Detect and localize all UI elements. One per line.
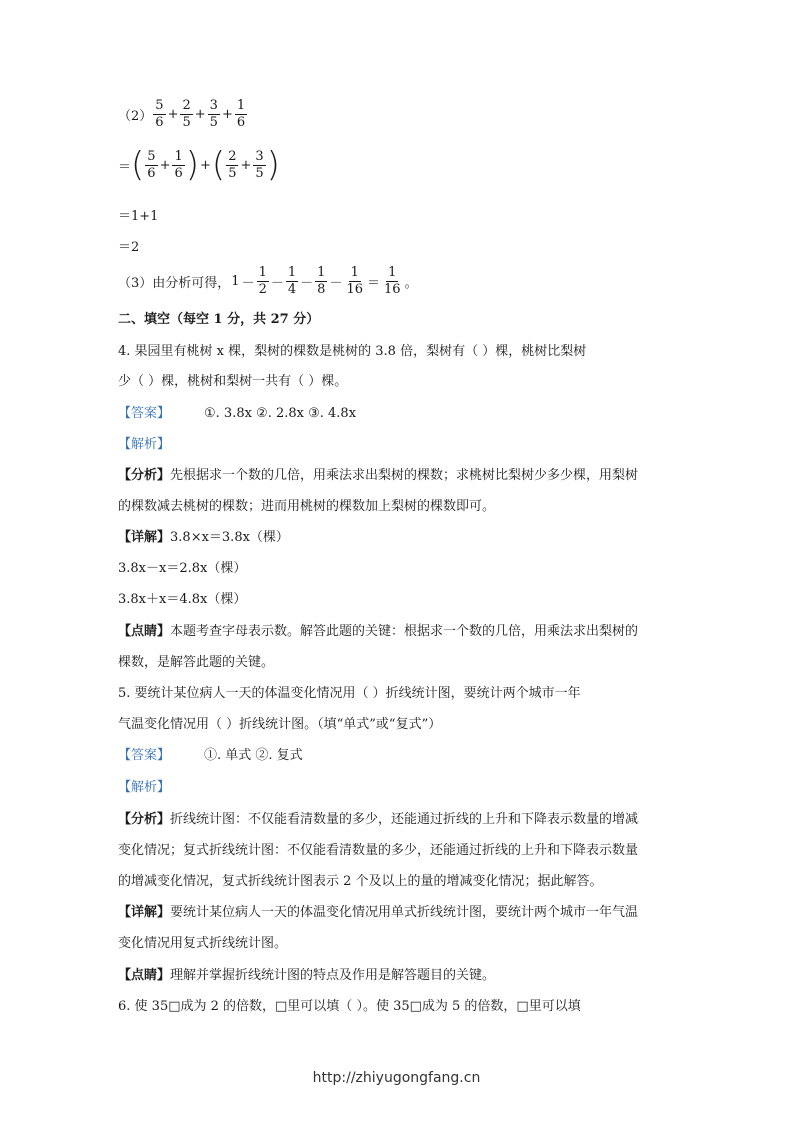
numerator: 2 xyxy=(228,148,237,164)
operator: － xyxy=(241,276,255,291)
numerator: 1 xyxy=(258,265,267,280)
q2-group1 xyxy=(144,149,185,182)
denominator: 6 xyxy=(155,115,164,130)
fenxi-label: 【分析】 xyxy=(118,468,171,483)
q4-line2: 少（ ）棵，桃树和梨树一共有（ ）棵。 xyxy=(118,374,348,389)
numerator: 1 xyxy=(236,98,246,113)
q3-fractions xyxy=(241,265,366,298)
denominator: 4 xyxy=(287,282,297,297)
q5-line1: 5. 要统计某位病人一天的体温变化情况用（ ）折线统计图，要统计两个城市一年 xyxy=(118,686,581,701)
q2-plus: + xyxy=(200,157,211,173)
fraction xyxy=(253,149,265,182)
q3-one: 1 xyxy=(231,274,240,289)
xiangjie-label: 【详解】 xyxy=(118,530,171,545)
left-paren: ( xyxy=(131,145,145,185)
right-paren: ) xyxy=(185,145,200,185)
answer-label: 【答案】 xyxy=(118,748,171,763)
dianjing-label: 【点睛】 xyxy=(118,624,171,639)
q3-label: （3）由分析可得， xyxy=(118,276,231,291)
denominator: 6 xyxy=(236,115,246,130)
q5-xiangjie1: 【详解】要统计某位病人一天的体温变化情况用单式折线统计图，要统计两个城市一年气温 xyxy=(118,905,639,920)
operator: － xyxy=(270,276,284,291)
q5-analysis-label: 【解析】 xyxy=(118,780,171,795)
denominator: 5 xyxy=(182,115,191,130)
operator: + xyxy=(159,157,171,173)
footer-url: http://zhiyugongfang.cn xyxy=(312,1070,481,1086)
fraction xyxy=(226,149,238,182)
q5-answer xyxy=(118,746,303,766)
fenxi-label: 【分析】 xyxy=(118,812,171,827)
q4-analysis-label: 【解析】 xyxy=(118,437,171,452)
operator: － xyxy=(300,276,314,291)
denominator: 5 xyxy=(209,115,218,130)
q5-fenxi3: 的增减变化情况，复式折线统计图表示 2 个及以上的量的增减变化情况；据此解答。 xyxy=(118,874,603,889)
operator: + xyxy=(221,107,233,122)
q4-answer-text: ①. 3.8x ②. 2.8x ③. 4.8x xyxy=(204,406,357,421)
fraction xyxy=(235,98,247,131)
numerator: 5 xyxy=(147,148,156,164)
q4-xiangjie1: 【详解】3.8×x＝3.8x（棵） xyxy=(118,530,289,545)
q3-expression xyxy=(118,265,419,298)
fraction xyxy=(315,265,327,298)
q6-line1: 6. 使 35□成为 2 的倍数，□里可以填（ ）。使 35□成为 5 的倍数，□里可以填 xyxy=(118,999,581,1014)
q2-step4: ＝2 xyxy=(118,240,140,255)
fraction xyxy=(208,98,220,131)
right-paren: ) xyxy=(266,145,280,185)
numerator: 1 xyxy=(317,265,326,280)
section-2-title: 二、填空（每空 1 分，共 27 分） xyxy=(118,312,320,327)
answer-label: 【答案】 xyxy=(118,406,171,421)
fraction xyxy=(286,265,298,298)
q5-dianjing1: 【点睛】理解并掌握折线统计图的特点及作用是解答题目的关键。 xyxy=(118,968,496,983)
numerator: 3 xyxy=(209,98,218,113)
q4-fenxi2: 的棵数减去桃树的棵数；进而用桃树的棵数加上梨树的棵数即可。 xyxy=(118,499,496,514)
q3-equals: ＝ xyxy=(367,276,381,291)
q5-line2: 气温变化情况用（ ）折线统计图。（填“单式”或“复式”） xyxy=(118,717,442,732)
q4-xiangjie2: 3.8x－x＝2.8x（棵） xyxy=(118,561,247,576)
numerator: 1 xyxy=(174,148,183,164)
denominator: 16 xyxy=(346,282,364,297)
q5-answer-text: ①. 单式 ②. 复式 xyxy=(204,748,303,763)
q5-xiangjie2: 变化情况用复式折线统计图。 xyxy=(118,936,288,951)
q3-end: 。 xyxy=(404,276,418,291)
dianjing-label: 【点睛】 xyxy=(118,968,171,983)
numerator: 1 xyxy=(287,265,297,280)
q4-answer xyxy=(118,404,356,424)
denominator: 6 xyxy=(147,165,156,181)
q2-label: （2） xyxy=(118,109,153,124)
operator: － xyxy=(329,276,343,291)
fraction xyxy=(257,265,269,298)
left-paren: ( xyxy=(211,145,226,185)
operator: + xyxy=(240,157,252,173)
q2-expression xyxy=(118,98,248,131)
q5-fenxi1: 【分析】折线统计图：不仅能看清数量的多少，还能通过折线的上升和下降表示数量的增减 xyxy=(118,812,639,827)
q5-fenxi2: 变化情况；复式折线统计图：不仅能看清数量的多少，还能通过折线的上升和下降表示数量 xyxy=(118,843,639,858)
denominator: 5 xyxy=(228,165,237,181)
q2-step3: ＝1+1 xyxy=(118,209,159,224)
numerator: 3 xyxy=(255,148,264,164)
q4-dianjing1: 【点睛】本题考查字母表示数。解答此题的关键：根据求一个数的几倍，用乘法求出梨树的 xyxy=(118,624,639,639)
denominator: 2 xyxy=(258,282,267,297)
operator: + xyxy=(194,107,206,122)
numerator: 5 xyxy=(155,98,164,113)
q4-xiangjie3: 3.8x＋x＝4.8x（棵） xyxy=(118,592,247,607)
operator: + xyxy=(167,107,179,122)
denominator: 5 xyxy=(255,165,264,181)
q4-line1: 4. 果园里有桃树 x 棵，梨树的棵数是桃树的 3.8 倍，梨树有（ ）棵，桃树比梨树 xyxy=(118,344,587,359)
xiangjie-label: 【详解】 xyxy=(118,905,171,920)
fraction xyxy=(153,98,165,131)
q2-group2 xyxy=(225,149,266,182)
denominator: 6 xyxy=(174,165,183,181)
denominator: 8 xyxy=(317,282,326,297)
q2-eq: ＝ xyxy=(118,159,132,175)
q4-fenxi1: 【分析】先根据求一个数的几倍，用乘法求出梨树的棵数；求桃树比梨树少多少棵，用梨树 xyxy=(118,468,639,483)
fraction xyxy=(344,265,365,298)
fraction xyxy=(180,98,192,131)
q3-result: $\frac{1}{16}$ xyxy=(384,265,401,297)
fraction xyxy=(172,149,184,182)
fraction xyxy=(145,149,157,182)
q2-expr1 xyxy=(152,98,248,131)
q2-step2 xyxy=(118,145,280,185)
q4-dianjing2: 棵数，是解答此题的关键。 xyxy=(118,655,275,670)
numerator: 1 xyxy=(350,265,359,280)
numerator: 2 xyxy=(182,98,191,113)
